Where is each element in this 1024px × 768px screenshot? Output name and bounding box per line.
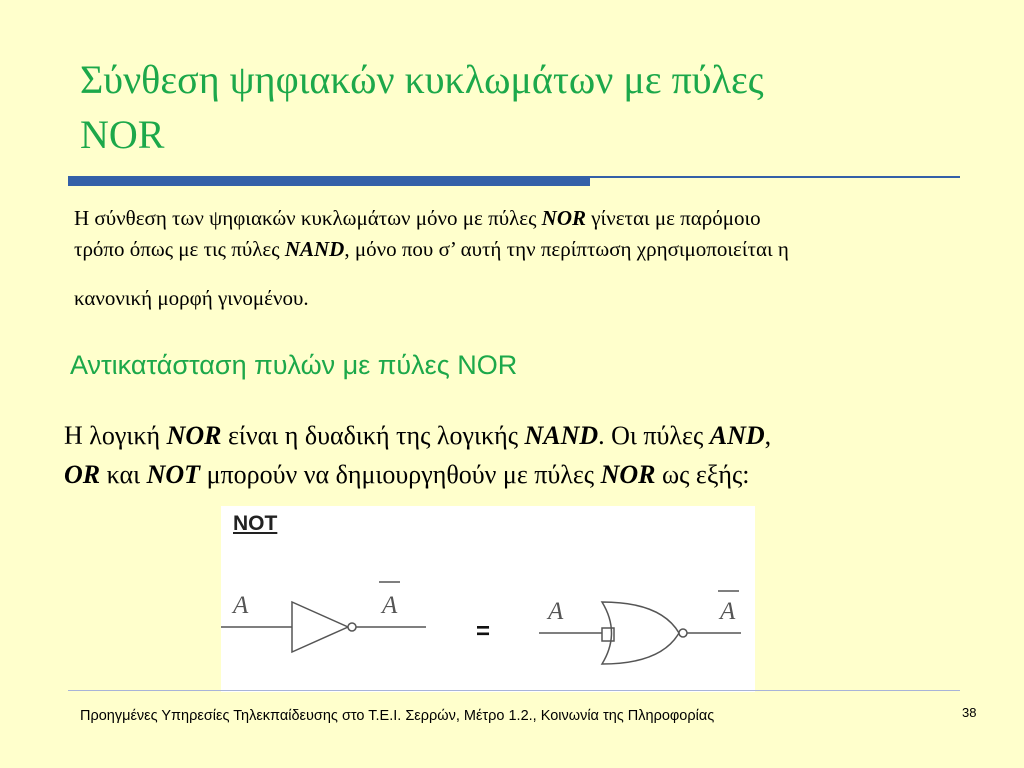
paragraph-segment: μπορούν να δημιουργηθούν με πύλες <box>200 460 601 489</box>
not-inversion-bubble <box>348 623 356 631</box>
slide-title <box>80 52 980 162</box>
paragraph-segment: και <box>100 460 147 489</box>
footer-divider <box>68 690 960 691</box>
paragraph-segment: είναι η δυαδική της λογικής <box>221 421 525 450</box>
not-input-label: A <box>233 592 249 619</box>
not-output-label: A <box>382 592 398 619</box>
keyword-nand: NAND <box>524 421 599 450</box>
paragraph-segment: , <box>764 421 772 450</box>
keyword-nand: NAND <box>284 237 345 261</box>
body-paragraph <box>64 416 1004 494</box>
keyword-not: NOT <box>146 460 201 489</box>
keyword-or: OR <box>64 460 101 489</box>
nor-input-label: A <box>548 598 564 625</box>
gate-diagram <box>221 506 755 692</box>
section-subheading: Αντικατάσταση πυλών με πύλες NOR <box>70 350 518 380</box>
intro-text <box>74 203 1004 314</box>
title-line-1: Σύνθεση ψηφιακών κυκλωμάτων με πύλες <box>80 57 764 102</box>
intro-text-segment: κανονική μορφή γινομένου. <box>74 286 309 310</box>
paragraph-segment: . Οι πύλες <box>598 421 710 450</box>
intro-text-segment: Η σύνθεση των ψηφιακών κυκλωμάτων μόνο με πύλες <box>74 206 542 230</box>
title-divider-thin <box>590 176 960 178</box>
intro-text-segment: , μόνο που σ’ αυτή την περίπτωση χρησιμοποιείται η <box>344 237 789 261</box>
keyword-nor: NOR <box>166 421 222 450</box>
intro-text-segment: τρόπο όπως με τις πύλες <box>74 237 285 261</box>
page-number: 38 <box>962 705 977 720</box>
keyword-nor: NOR <box>600 460 656 489</box>
paragraph-segment: ως εξής: <box>655 460 750 489</box>
footer-text: Προηγμένες Υπηρεσίες Τηλεκπαίδευσης στο Τ.Ε.Ι. Σερρών, Μέτρο 1.2., Κοινωνία της Πληροφορίας <box>80 708 715 724</box>
equals-sign: = <box>476 618 491 645</box>
paragraph-segment: Η λογική <box>64 421 167 450</box>
figure-label: NOT <box>233 512 278 535</box>
not-gate-figure <box>221 506 755 692</box>
title-divider-thick <box>68 176 590 186</box>
keyword-nor: NOR <box>541 206 587 230</box>
nor-inversion-bubble <box>679 629 687 637</box>
nor-output-label: A <box>720 598 736 625</box>
intro-text-segment: γίνεται με παρόμοιο <box>586 206 761 230</box>
title-line-2: NOR <box>80 112 165 157</box>
keyword-and: AND <box>709 421 765 450</box>
not-gate-symbol <box>292 602 348 652</box>
